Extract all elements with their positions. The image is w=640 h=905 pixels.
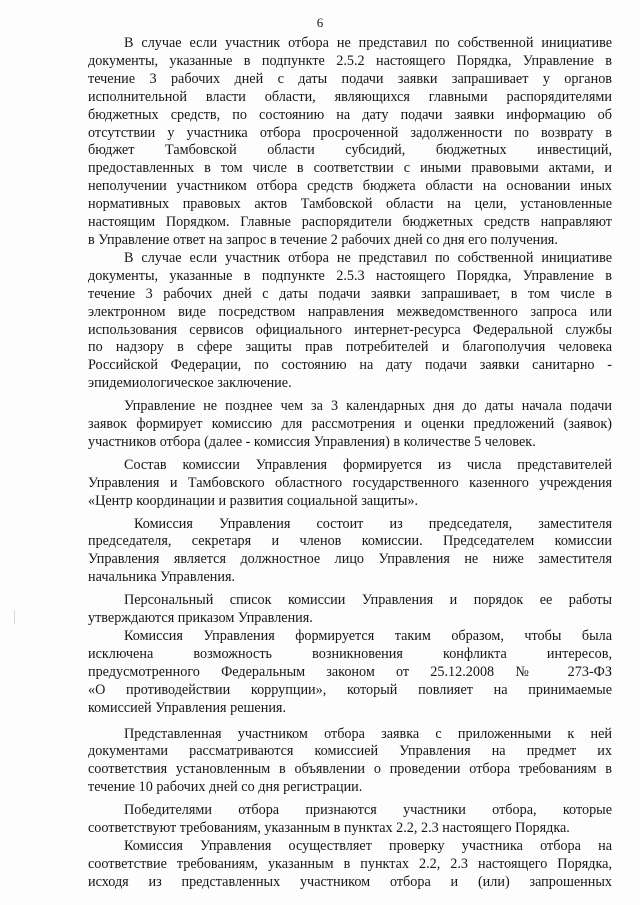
text-line: предусмотренного Федеральным законом от 25.12.2008 № 273-ФЗ — [88, 663, 612, 680]
page-number: 6 — [316, 15, 324, 30]
text-line: настоящим Порядком. Главные распорядители бюджетных средств направляют — [88, 214, 612, 231]
text-line: председателя, секретаря и членов комиссии. Председателем комиссии — [88, 533, 612, 550]
text-line: по надзору в сфере защиты прав потребителей и благополучия человека — [88, 339, 612, 356]
text-line: предоставленных в том числе в соответствии с иными правовыми актами, и — [88, 160, 612, 177]
text-line: отсутствии у участника отбора просроченной задолженности по возврату в — [88, 124, 612, 141]
text-line: исполнительной власти области, являющихся главными распорядителями — [88, 88, 612, 105]
scan-margin-mark — [14, 610, 15, 624]
text-line: заявок формирует комиссию для рассмотрения и оценки предложений (заявок) — [88, 416, 612, 433]
text-line: электронном виде посредством направления межведомственного запроса или — [88, 303, 612, 320]
paragraph-info-request-budget — [88, 35, 612, 250]
text-line: исключена возможность возникновения конфликта интересов, — [88, 645, 612, 662]
paragraph-commission-list — [88, 592, 612, 628]
text-line: бюджет Тамбовской области субсидий, бюджетных инвестиций, — [88, 142, 612, 159]
text-line: Представленная участником отбора заявка с приложенными к ней — [124, 725, 612, 742]
text-line: утверждаются приказом Управления. — [88, 610, 313, 627]
paragraph-compliance-check — [88, 838, 612, 892]
text-line: Комиссия Управления осуществляет проверку участника отбора на — [124, 837, 612, 854]
text-line: Победителями отбора признаются участники отбора, которые — [124, 802, 612, 819]
text-line: Комиссия Управления состоит из председателя, заместителя — [134, 515, 612, 532]
text-line: В случае если участник отбора не представил по собственной инициативе — [124, 35, 612, 51]
text-line: течение 3 рабочих дней с даты подачи заявки запрашивает у органов — [88, 70, 612, 87]
text-line: документы, указанные в подпункте 2.5.2 настоящего Порядка, Управление в — [88, 52, 612, 69]
text-line: Управления является должностное лицо Управления не ниже заместителя — [88, 551, 612, 568]
text-line: «О противодействии коррупции», который повлияет на принимаемые — [88, 681, 612, 698]
text-line: нормативных правовых актов Тамбовской области на цели, установленные — [88, 196, 612, 213]
text-line: начальника Управления. — [88, 569, 236, 586]
text-line: исходя из представленных участником отбора и (или) запрошенных — [88, 873, 612, 890]
text-line: Комиссия Управления формируется таким образом, чтобы была — [124, 628, 612, 644]
text-line: участников отбора (далее - комиссия Управления) в количестве 5 человек. — [88, 433, 536, 450]
paragraph-application-review — [88, 726, 612, 798]
text-line: неполучении участником отбора средств бюджета области на основании иных — [88, 178, 612, 195]
text-line: использования сервисов официального интернет-ресурса Федеральной службы — [88, 321, 612, 338]
paragraph-commission-formation — [88, 398, 612, 452]
paragraph-winners — [88, 802, 612, 838]
text-line: Управление не позднее чем за 3 календарных дня до даты начала подачи — [124, 398, 612, 415]
text-line: комиссией Управления решения. — [88, 699, 286, 716]
text-line: бюджетных средств, по состоянию на дату подачи заявки информацию об — [88, 106, 612, 123]
paragraph-conflict-of-interest — [88, 628, 612, 718]
text-line: соответствие требованиям, указанным в пунктах 2.2, 2.3 настоящего Порядка, — [88, 855, 612, 872]
text-line: «Центр координации и развития социальной защиты». — [88, 492, 418, 509]
text-line: Состав комиссии Управления формируется из числа представителей — [124, 456, 612, 473]
paragraph-commission-members — [88, 516, 612, 588]
text-line: документы, указанные в подпункте 2.5.3 настоящего Порядка, Управление в — [88, 267, 612, 284]
text-line: В случае если участник отбора не представил по собственной инициативе — [124, 249, 612, 266]
paragraph-commission-composition — [88, 457, 612, 511]
text-line: соответствуют требованиям, указанным в пунктах 2.2, 2.3 настоящего Порядка. — [88, 820, 570, 837]
text-line: соответствия установленным в объявлении о проведении отбора требованиям в — [88, 761, 612, 778]
text-line: течение 10 рабочих дней со дня регистрации. — [88, 779, 363, 796]
text-line: Персональный список комиссии Управления и порядок ее работы — [124, 592, 612, 609]
document-body — [88, 35, 612, 892]
text-line: в Управление ответ на запрос в течение 2 рабочих дней со дня его получения. — [88, 231, 558, 248]
text-line: Российской Федерации, по состоянию на дату подачи заявки санитарно - — [88, 357, 612, 374]
text-line: течение 3 рабочих дней с даты подачи заявки запрашивает, в том числе в — [88, 285, 612, 302]
text-line: Управления и Тамбовского областного государственного казенного учреждения — [88, 474, 612, 491]
text-line: документами рассматриваются комиссией Управления на предмет их — [88, 743, 612, 760]
text-line: эпидемиологическое заключение. — [88, 375, 292, 392]
paragraph-info-request-sanitary — [88, 250, 612, 393]
